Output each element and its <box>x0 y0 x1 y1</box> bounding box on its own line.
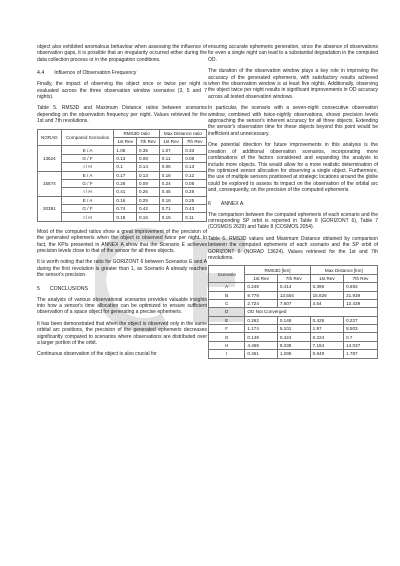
table-header: 1st Rev <box>245 274 277 282</box>
section-number: 5 <box>37 285 40 292</box>
section-title: CONCLUSIONS <box>49 285 88 292</box>
table-cell: 0.45 <box>159 188 182 196</box>
table-cell: 0.74 <box>114 205 137 213</box>
table-cell: 0.08 <box>136 154 159 162</box>
table-cell: 0.15 <box>159 213 182 221</box>
paragraph: The duration of the observation window plays a key role in improving the accuracy of the generated ephemeris, with satisfactory results achieved when the observation window is at least five nights. Additionally, observing the object twice per night results in significant improvements in OD accuracy across all tested observation windows. <box>208 68 378 100</box>
table-cell: 0.146 <box>277 316 310 324</box>
norad-cell: 13624 <box>38 146 62 171</box>
table-cell: 0.43 <box>183 205 207 213</box>
section-title: Influence of Observation Frequency <box>54 70 137 77</box>
table-cell: 0.17 <box>114 171 137 179</box>
paragraph: Finally, the impact of observing the object once or twice per night is evaluated across the three observation window scenarios (3, 5 and 7 nights). <box>37 81 207 101</box>
section-number: 4.4 <box>37 70 45 77</box>
table-cell: 0.11 <box>159 154 182 162</box>
table-cell: 0.41 <box>114 188 137 196</box>
table-cell: 0.12 <box>183 171 207 179</box>
table-cell: 12.439 <box>344 299 378 307</box>
table-cell: 2.724 <box>245 299 277 307</box>
table-6-body <box>209 283 378 358</box>
table-cell: E / A <box>61 146 114 154</box>
norad-cell: 20391 <box>38 196 62 221</box>
table-cell: 0.16 <box>159 196 182 204</box>
table-cell: 1.286 <box>277 350 310 358</box>
table-cell: 0.08 <box>183 179 207 187</box>
table-row <box>38 163 207 171</box>
norad-cell: 15574 <box>38 171 62 196</box>
table-row <box>38 146 207 154</box>
table-cell: 0.451 <box>245 350 277 358</box>
table-cell: 0.249 <box>245 283 277 291</box>
table-header: Compared Scenarios <box>61 129 114 146</box>
table-cell: 4.54 <box>310 299 343 307</box>
section-title: ANNEX A <box>220 200 244 207</box>
paragraph: In particular, the scenario with a seven-night consecutive observation window, combined with twice-nightly observations, shows precision levels approaching the sensor's inherent accuracy for all three objects. Extending the sensor's observation time for these objects beyond this point would be inefficient and unnecessary. <box>208 105 378 137</box>
table-cell: 1.07 <box>159 146 182 154</box>
table-cell: 0.14 <box>136 163 159 171</box>
table-cell: E <box>209 316 245 324</box>
table-cell: 0.424 <box>277 333 310 341</box>
table-5-body <box>38 146 207 221</box>
table-cell: 0.649 <box>310 350 343 358</box>
table-row <box>209 283 378 291</box>
table-cell: I / H <box>61 163 114 171</box>
table-cell: 8.503 <box>344 325 378 333</box>
table-6 <box>208 265 378 358</box>
table-cell: 0.11 <box>183 213 207 221</box>
table-header: RMS3D [km] <box>245 266 310 274</box>
table-cell: 0.425 <box>310 316 343 324</box>
table-header: 7th Rev <box>136 138 159 146</box>
table-header: 7th Rev <box>183 138 207 146</box>
table-cell: G / F <box>61 205 114 213</box>
table-row <box>38 196 207 204</box>
table-cell: H <box>209 341 245 349</box>
table-row <box>209 316 378 324</box>
table-cell: 0.227 <box>344 316 378 324</box>
paragraph: The comparison between the computed ephemeris of each scenario and the corresponding SP orbit is reported in Table 6 (GORIZONT 6), Table 7 (COSMOS 2629) and Table 8 (COSMOS 2054). <box>208 211 378 231</box>
table-cell: 13.504 <box>277 291 310 299</box>
table-cell: OD Not Converged <box>245 308 378 316</box>
table-cell: 15.826 <box>310 291 343 299</box>
table-header: 7th Rev <box>344 274 378 282</box>
table-5 <box>37 129 207 222</box>
table-row <box>38 171 207 179</box>
right-column <box>208 44 378 366</box>
table-cell: 5.101 <box>277 325 310 333</box>
table-cell: 0.16 <box>136 213 159 221</box>
table-cell: A <box>209 283 245 291</box>
table-row <box>38 188 207 196</box>
table-cell: 0.25 <box>183 196 207 204</box>
paragraph: Continuous observation of the object is also crucial for <box>37 351 157 358</box>
paragraph: Most of the computed ratios show a great improvement of the precision of the generated ephemeris when the object is observed twice per night. In fact, the KPIs presented in ANNEX A show that the Scenario E achieves precision levels close to that of the sensor for all three objects. <box>37 228 207 254</box>
table-header: 1st Rev <box>114 138 137 146</box>
table-cell: 0.262 <box>245 316 277 324</box>
left-column <box>37 44 207 363</box>
section-heading-5 <box>37 286 207 292</box>
table-row <box>209 308 378 316</box>
section-number: 6 <box>208 200 211 207</box>
table-row <box>38 213 207 221</box>
table-row <box>209 299 378 307</box>
table-header: Max Distance [km] <box>310 266 377 274</box>
table-cell: 0.13 <box>183 163 207 171</box>
table-cell: B <box>209 291 245 299</box>
paragraph: The analysis of various observational scenarios provides valuable insights into how a sensor's time allocation can be optimized to ensure sufficient observation of a space object for generating a precise ephemeris. <box>37 296 207 316</box>
table-header: NORAD <box>38 129 62 146</box>
table-cell: F <box>209 325 245 333</box>
table-cell: 0.08 <box>183 154 207 162</box>
table-cell: G <box>209 333 245 341</box>
table-cell: D <box>209 308 245 316</box>
table-cell: 7.507 <box>277 299 310 307</box>
section-heading-6 <box>208 201 378 207</box>
table-row <box>209 325 378 333</box>
table-cell: 9.778 <box>245 291 277 299</box>
table-row <box>209 291 378 299</box>
table-cell: 1.174 <box>245 325 277 333</box>
table-cell: 0.396 <box>310 283 343 291</box>
table-cell: G / F <box>61 179 114 187</box>
table-cell: 0.09 <box>136 179 159 187</box>
table-cell: 0.26 <box>114 179 137 187</box>
table-cell: 0.224 <box>310 333 343 341</box>
table-row <box>209 341 378 349</box>
paragraph: object also exhibited anomalous behaviour when assessing the influence of observation gaps, it is possible that an irregularity occurred either during the data collection process or in the propagation conditions. <box>37 44 207 63</box>
table-cell: E / A <box>61 171 114 179</box>
table-row <box>38 154 207 162</box>
paragraph: ensuring accurate ephemeris generation, since the absence of observations for even a single night can lead to a substantial degradation in the computed OD. <box>208 44 378 63</box>
table-row <box>209 350 378 358</box>
table-cell: 0.71 <box>159 205 182 213</box>
table-cell: 1.05 <box>114 146 137 154</box>
table-cell: 0.28 <box>183 188 207 196</box>
table-cell: 0.18 <box>114 213 137 221</box>
table-cell: I / H <box>61 213 114 221</box>
table-cell: 0.35 <box>136 146 159 154</box>
paragraph: It has been demonstrated that when the object is observed only in the same orbital arc positions, the precision of the generated ephemeris decreases significantly compared to scenarios where observations are distributed over a larger portion of the orbit. <box>37 320 207 347</box>
table-cell: 14.037 <box>344 341 378 349</box>
table-5-caption: Table 5. RMS3D and Maximum Distance ratios between scenarios depending on the observation frequency per night. Values retrieved for the 1st and 7th revolutions. <box>37 105 207 125</box>
table-cell: 4.469 <box>245 341 277 349</box>
table-cell: 1.97 <box>310 325 343 333</box>
table-cell: 0.42 <box>136 205 159 213</box>
table-header: Scenario <box>209 266 245 283</box>
table-cell: 0.13 <box>114 154 137 162</box>
table-cell: 21.939 <box>344 291 378 299</box>
table-cell: 0.06 <box>159 163 182 171</box>
table-cell: 1.787 <box>344 350 378 358</box>
table-cell: 0.414 <box>277 283 310 291</box>
table-header: Max Distance ratio <box>159 129 206 137</box>
table-cell: 0.1 <box>114 163 137 171</box>
table-header: 1st Rev <box>310 274 343 282</box>
table-cell: 0.693 <box>344 283 378 291</box>
table-cell: 7.184 <box>310 341 343 349</box>
table-header: 1st Rev <box>159 138 182 146</box>
table-header: 7th Rev <box>277 274 310 282</box>
table-cell: C <box>209 299 245 307</box>
table-header: RMS3D ratio <box>114 129 159 137</box>
table-row <box>38 179 207 187</box>
table-cell: I / H <box>61 188 114 196</box>
table-cell: 0.7 <box>344 333 378 341</box>
table-cell: 0.16 <box>114 196 137 204</box>
table-row <box>209 333 378 341</box>
paragraph: One potential direction for future improvements in this analysis is the creation of additional observation scenarios, incorporating more combinations of the factors considered and expanding the analysis to include more objects. This would allow for a more realistic determination of the optimized sensor allocation for observing a single object. Furthermore, the use of multiple sensors positioned at strategic locations around the globe could be explored to assess its impact on the observation of the orbital arc and, consequently, on the precision of the computed ephemeris. <box>208 142 378 194</box>
table-cell: E / A <box>61 196 114 204</box>
table-cell: I <box>209 350 245 358</box>
table-cell: 0.149 <box>245 333 277 341</box>
table-cell: 0.33 <box>183 146 207 154</box>
table-cell: 0.16 <box>159 171 182 179</box>
table-cell: 0.13 <box>136 171 159 179</box>
table-cell: 0.25 <box>136 196 159 204</box>
table-cell: 9.338 <box>277 341 310 349</box>
table-6-caption: Table 6. RMS3D values and Maximum Distance obtained by comparison between the computed ephemeris of each scenario and the SP orbit of GORIZONT 6 (NORAD 13624). Values retrieved for the 1st and 7th revolutions. <box>208 235 378 261</box>
table-cell: G / F <box>61 154 114 162</box>
table-cell: 0.24 <box>159 179 182 187</box>
table-cell: 0.26 <box>136 188 159 196</box>
paragraph: It is worth noting that the ratio for GORIZONT 6 between Scenarios E and A during the first revolution is greater than 1, as Scenario A already reaches the sensor's precision. <box>37 259 207 279</box>
section-heading-4-4 <box>37 70 207 76</box>
table-row <box>38 205 207 213</box>
